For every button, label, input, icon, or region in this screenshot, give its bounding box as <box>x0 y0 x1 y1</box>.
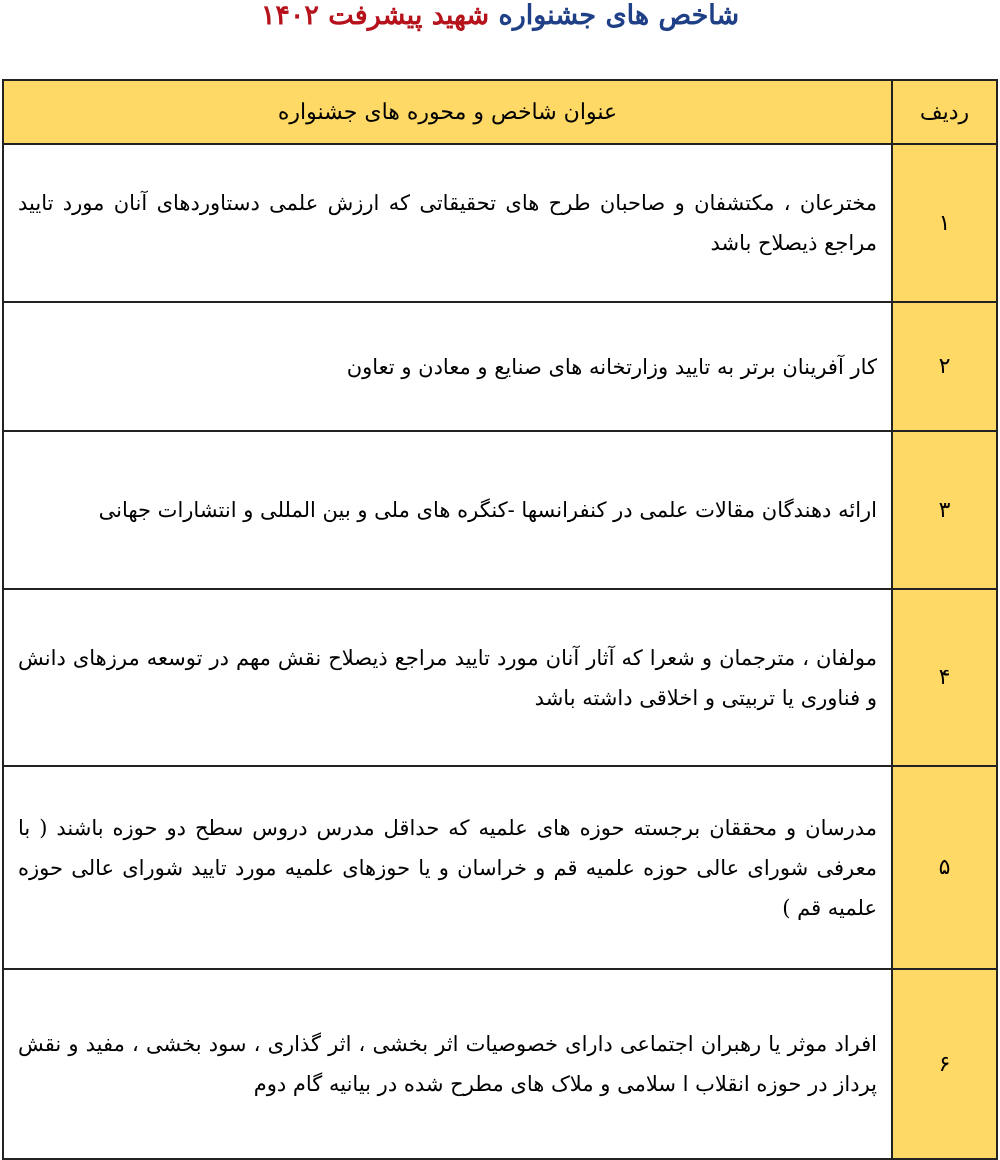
criterion-text: مولفان ، مترجمان و شعرا که آثار آنان مورد تایید مراجع ذیصلاح نقش مهم در توسعه مرزهای دانش و فناوری یا تربیتی و اخلاقی داشته باشد <box>3 589 892 766</box>
row-number: ۵ <box>892 766 997 969</box>
table-header-row <box>3 80 997 144</box>
table-row <box>3 969 997 1159</box>
title-part-1: شاخص های جشنواره <box>498 0 740 31</box>
row-number: ۶ <box>892 969 997 1159</box>
criterion-text: افراد موثر یا رهبران اجتماعی دارای خصوصیات اثر بخشی ، اثر گذاری ، سود بخشی ، مفید و نقش پرداز در حوزه انقلاب ا سلامی و ملاک های مطرح شده در بیانیه گام دوم <box>3 969 892 1159</box>
table-row <box>3 144 997 302</box>
criterion-text: ارائه دهندگان مقالات علمی در کنفرانسها -کنگره های ملی و بین المللی و انتشارات جهانی <box>3 431 892 589</box>
table-row <box>3 431 997 589</box>
row-number: ۴ <box>892 589 997 766</box>
header-row-number: ردیف <box>892 80 997 144</box>
header-criterion: عنوان شاخص و محوره های جشنواره <box>3 80 892 144</box>
table-row <box>3 302 997 431</box>
criterion-text: مدرسان و محققان برجسته حوزه های علمیه که حداقل مدرس دروس سطح دو حوزه باشند ( با معرفی شورای عالی حوزه علمیه قم و خراسان و یا حوزهای علمیه مورد تایید شورای عالی حوزه علمیه قم ) <box>3 766 892 969</box>
criteria-table <box>2 79 998 1160</box>
criterion-text: کار آفرینان برتر به تایید وزارتخانه های صنایع و معادن و تعاون <box>3 302 892 431</box>
title-part-2: شهید پیشرفت ۱۴۰۲ <box>260 0 490 31</box>
row-number: ۳ <box>892 431 997 589</box>
table-row <box>3 766 997 969</box>
criterion-text: مخترعان ، مکتشفان و صاحبان طرح های تحقیقاتی که ارزش علمی دستاوردهای آنان مورد تایید مراجع ذیصلاح باشد <box>3 144 892 302</box>
row-number: ۱ <box>892 144 997 302</box>
page-title <box>0 0 1000 38</box>
table-row <box>3 589 997 766</box>
row-number: ۲ <box>892 302 997 431</box>
